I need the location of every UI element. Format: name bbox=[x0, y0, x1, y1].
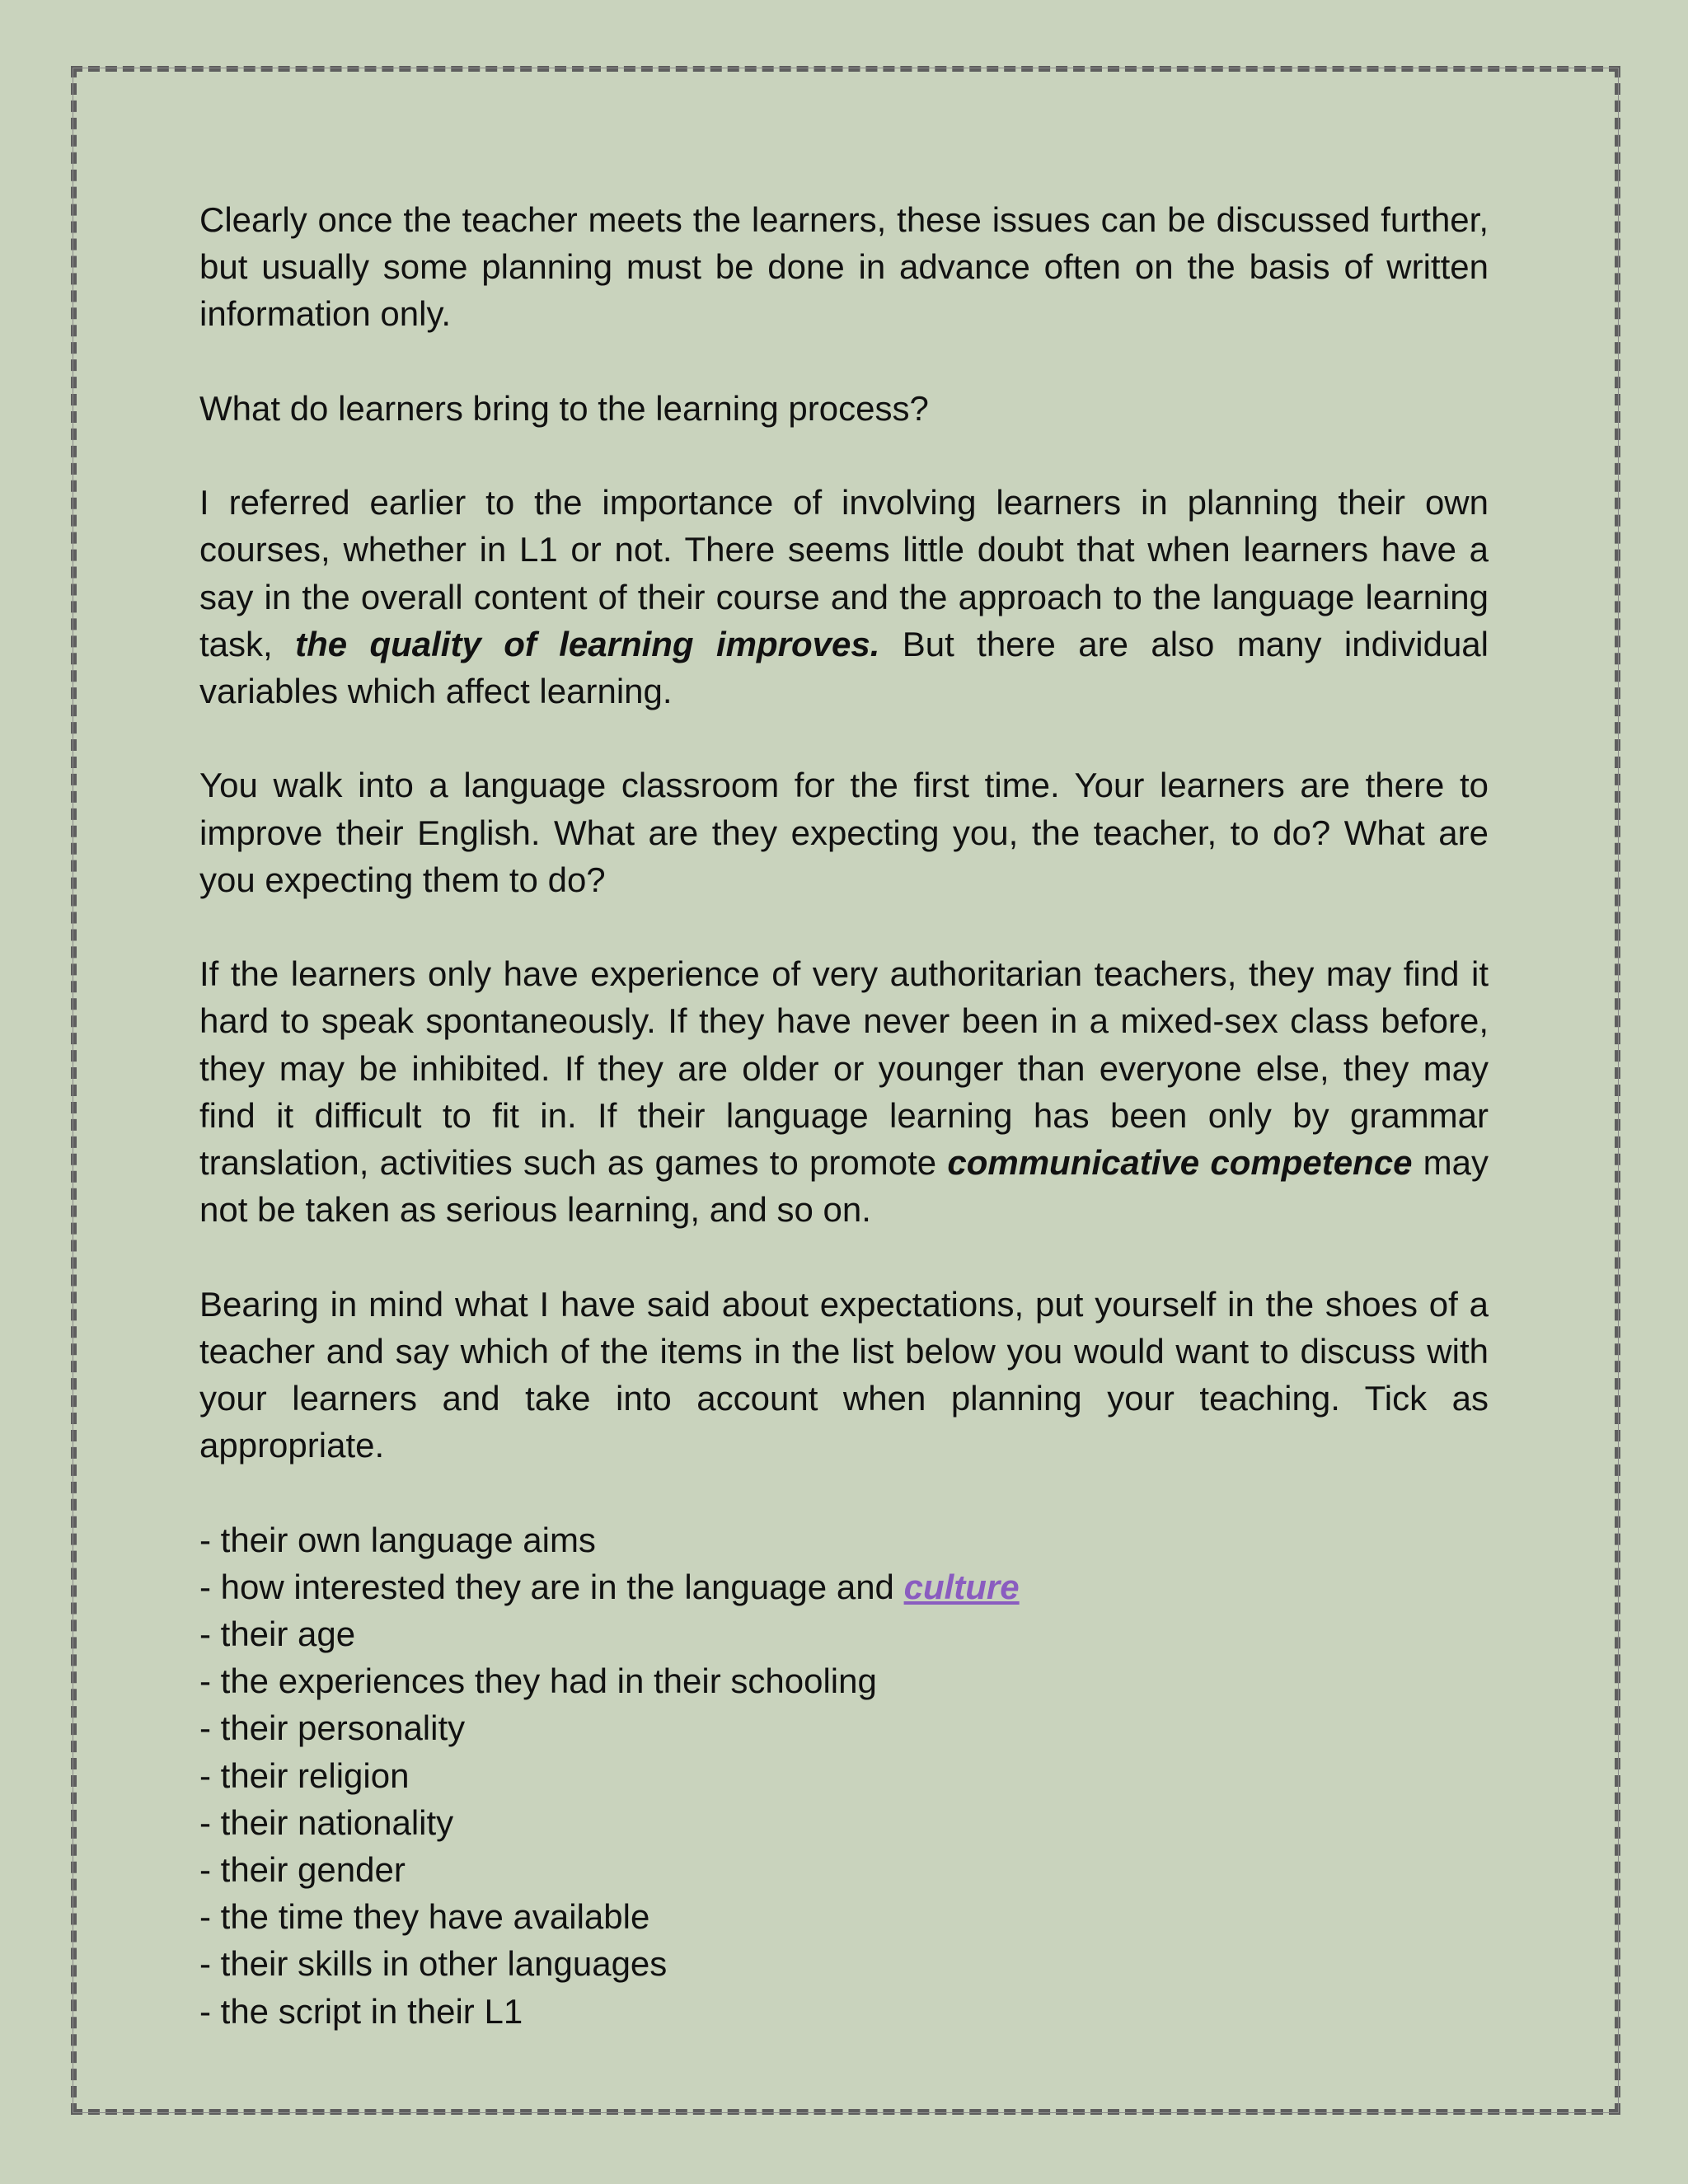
list-item-text: - how interested they are in the language and bbox=[199, 1567, 904, 1606]
document-body bbox=[199, 196, 1489, 2035]
list-item: - their nationality bbox=[199, 1802, 454, 1842]
list-item: - their own language aims bbox=[199, 1520, 596, 1559]
paragraph-learner-experience bbox=[199, 950, 1489, 1233]
list-item: - the time they have available bbox=[199, 1897, 650, 1937]
paragraph-intro: Clearly once the teacher meets the learners, these issues can be discussed further, but usually some planning must be done in advance often on the basis of written information only. bbox=[199, 200, 1489, 334]
list-item bbox=[199, 1563, 1489, 1610]
emphasis-text: the quality of learning improves. bbox=[295, 624, 880, 663]
list-item: - the script in their L1 bbox=[199, 1991, 523, 2031]
paragraph-text: I referred earlier to the importance of involving learners in planning their own courses, whether in L1 or not. There seems little doubt that when learners have a say in the overall content of their course and the approach to the language learning task, bbox=[199, 483, 1489, 663]
paragraph-text: If the learners only have experience of very authoritarian teachers, they may find it hard to speak spontaneously. If they have never been in a mixed-sex class before, they may be inhibited. If they are older or younger than everyone else, they may find it difficult to fit in. If their language learning has been only by grammar translation, activities such as games to promote bbox=[199, 954, 1489, 1182]
list-item: - their gender bbox=[199, 1850, 406, 1890]
paragraph-question: What do learners bring to the learning process? bbox=[199, 388, 929, 428]
list-item: - their age bbox=[199, 1615, 356, 1653]
emphasis-text: communicative competence bbox=[947, 1143, 1413, 1182]
list-item: - their religion bbox=[199, 1755, 410, 1795]
paragraph-text: But there are also many individual variables which affect learning. bbox=[199, 624, 1489, 710]
list-item: - their skills in other languages bbox=[199, 1944, 668, 1984]
paragraph-text: may not be taken as serious learning, and so on. bbox=[199, 1143, 1489, 1230]
paragraph-instructions: Bearing in mind what I have said about expectations, put yourself in the shoes of a teacher and say which of the items in the list below you would want to discuss with your learners and take into account when planning your teaching. Tick as appropriate. bbox=[199, 1284, 1489, 1465]
paragraph-classroom-scenario: You walk into a language classroom for the first time. Your learners are there to improve their English. What are they expecting you, the teacher, to do? What are you expecting them to do? bbox=[199, 766, 1489, 899]
culture-link[interactable]: culture bbox=[903, 1567, 1020, 1606]
considerations-list bbox=[199, 1516, 1489, 2035]
list-item: - their personality bbox=[199, 1708, 466, 1748]
list-item: - the experiences they had in their schooling bbox=[199, 1661, 877, 1701]
paragraph-involving-learners bbox=[199, 479, 1489, 715]
